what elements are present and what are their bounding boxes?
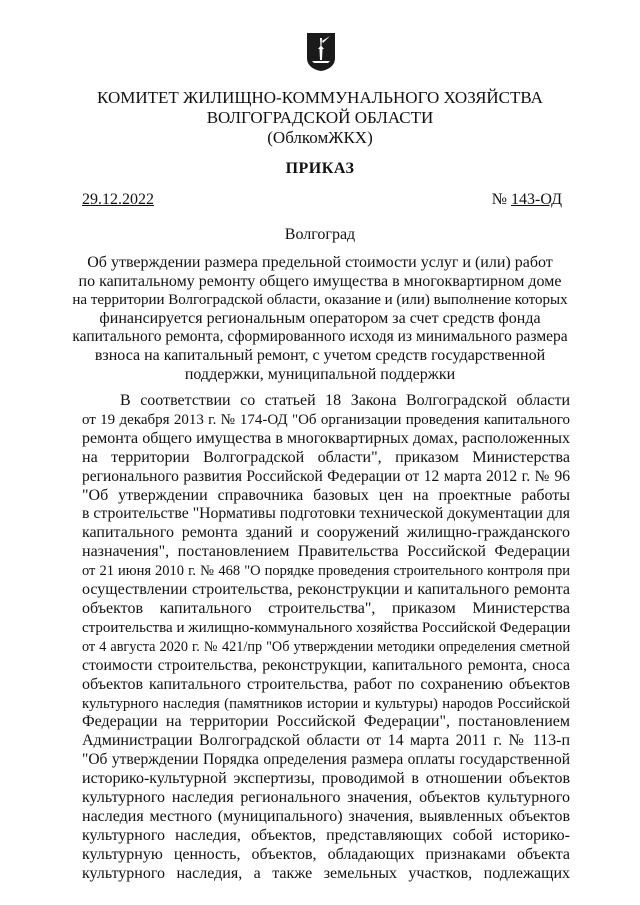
order-number-value: 143-ОД — [511, 191, 562, 208]
body-line: культурного наследия, а также земельных участков, подлежащих — [82, 864, 570, 882]
body-line: Администрации Волгоградской области от 14 марта 2011 г. № 113-п — [82, 732, 570, 750]
subject-line: финансируется региональным оператором за счет средств фонда — [99, 309, 541, 327]
body-line: "Об утверждении Порядка определения размера оплаты государственной — [82, 751, 570, 769]
document-type-title: ПРИКАЗ — [285, 160, 355, 177]
body-line: регионального развития Российской Федерации от 12 марта 2012 г. № 96 — [82, 467, 570, 485]
body-line: культурного наследия (памятников истории и культуры) народов Российской — [82, 695, 570, 712]
body-line: от 4 августа 2020 г. № 421/пр "Об утверждении методики определения сметной — [82, 638, 570, 655]
organization-name — [0, 88, 640, 148]
body-line: культурную ценность, объектов, обладающих признаками объекта — [82, 845, 570, 863]
body-line: ремонта общего имущества в многоквартирных домах, расположенных — [82, 429, 570, 447]
subject-line: на территории Волгоградской области, оказание и (или) выполнение которых — [72, 292, 568, 309]
body-line: культурного наследия, объектов, представляющих собой историко- — [82, 826, 570, 844]
order-body-text — [82, 392, 570, 884]
body-line: наследия местного (муниципального) значения, выявленных объектов — [82, 807, 570, 825]
body-line: Федерации на территории Российской Федерации", постановлением — [82, 713, 570, 731]
subject-line: по капитальному ремонту общего имущества в многоквартирном доме — [78, 272, 562, 290]
body-line: в строительстве "Нормативы подготовки технической документации для — [82, 505, 570, 523]
order-date: 29.12.2022 — [82, 191, 154, 208]
body-line: В соответствии со статьей 18 Закона Волгоградской области — [120, 392, 570, 409]
org-line: (ОблкомЖКХ) — [267, 128, 373, 147]
body-line: назначения", постановлением Правительства Российской Федерации — [82, 543, 570, 561]
subject-line: капитального ремонта, сформированного исходя из минимального размера — [72, 328, 568, 346]
body-line: объектов капитального строительства, работ по сохранению объектов — [82, 675, 570, 693]
order-subject — [70, 254, 570, 384]
subject-line: Об утверждении размера предельной стоимости услуг и (или) работ — [87, 254, 553, 271]
body-line: культурного наследия регионального значения, объектов культурного — [82, 789, 570, 807]
body-line: "Об утверждении справочника базовых цен на проектные работы — [82, 486, 570, 504]
body-line: историко-культурной экспертизы, проводимой в отношении объектов — [82, 770, 570, 788]
body-line: стоимости строительства, реконструкции, капитального ремонта, сноса — [82, 656, 570, 674]
order-number — [492, 191, 562, 209]
subject-line: поддержки, муниципальной поддержки — [184, 365, 456, 383]
org-line: ВОЛГОГРАДСКОЙ ОБЛАСТИ — [206, 108, 434, 127]
subject-line: взноса на капитальный ремонт, с учетом средств государственной — [94, 346, 546, 364]
issuing-city: Волгоград — [284, 226, 356, 243]
body-line: на территории Волгоградской области", приказом Министерства — [82, 448, 570, 466]
body-line: капитального ремонта зданий и сооружений жилищно-гражданского — [82, 524, 570, 542]
org-line: КОМИТЕТ ЖИЛИЩНО-КОММУНАЛЬНОГО ХОЗЯЙСТВА — [97, 88, 543, 107]
body-line: строительства и жилищно-коммунального хозяйства Российской Федерации — [82, 619, 571, 636]
body-line: от 21 июня 2010 г. № 468 "О порядке проведения строительного контроля при — [82, 563, 570, 580]
order-number-prefix: № — [491, 191, 511, 208]
body-line: осуществлении строительства, реконструкции и капитального ремонта — [82, 581, 570, 599]
volgograd-coat-of-arms-emblem — [306, 32, 336, 72]
body-line: от 19 декабря 2013 г. № 174-ОД "Об организации проведения капитального — [82, 411, 570, 428]
body-line: объектов капитального строительства", приказом Министерства — [82, 599, 570, 617]
